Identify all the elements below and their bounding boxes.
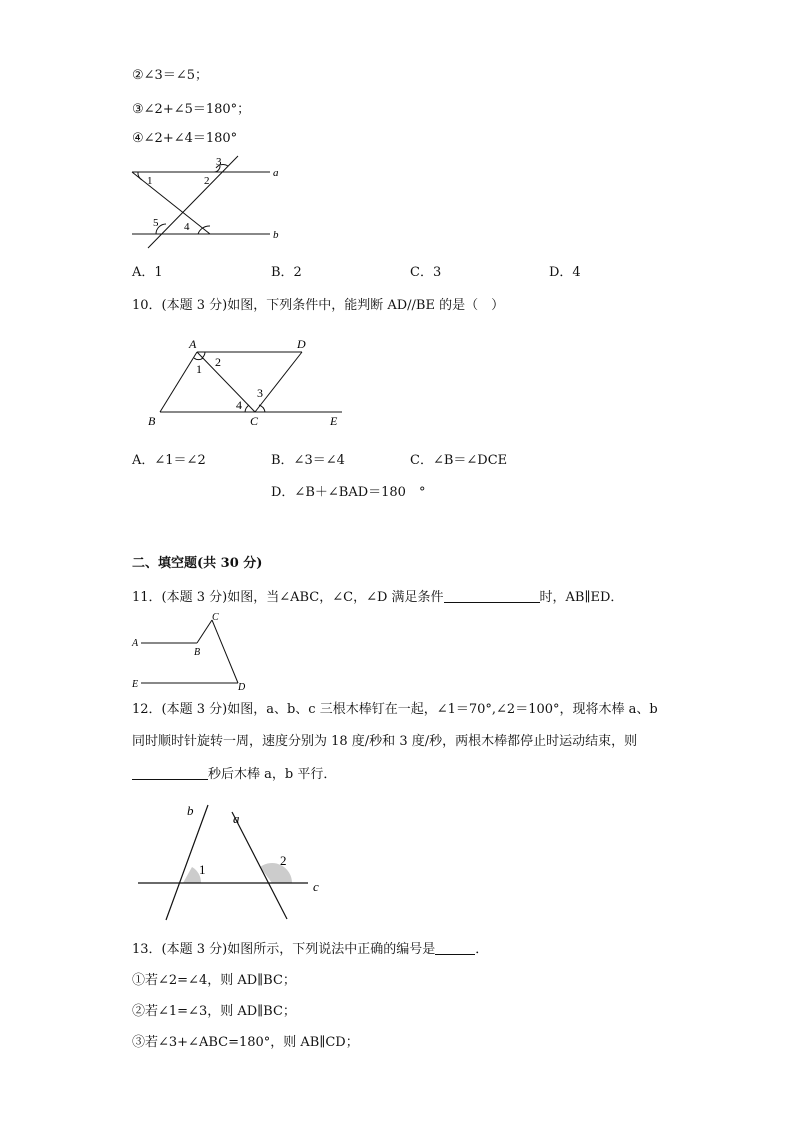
q9-label-4: 4 [184,221,190,233]
q9-option-a: A．1 [132,265,163,280]
q12-label-2: 2 [280,853,287,868]
q9-label-a: a [273,167,279,179]
q11-answer-blank[interactable] [444,589,540,603]
q12-answer-blank[interactable] [132,766,208,780]
q10-segment-dc [255,352,302,412]
q9-label-5: 5 [153,217,159,229]
q9-label-b: b [273,229,279,241]
q11-point-a: A [132,638,139,649]
q10-point-e: E [330,414,338,428]
q10-stem: 10．(本题 3 分)如图，下列条件中，能判断 AD//BE 的是（ ） [132,298,505,313]
q10-segment-ab [160,352,197,412]
q9-option-d: D．4 [549,265,581,280]
q9-item-3: ③∠2+∠5＝180°； [132,102,251,117]
q10-angle-3: 3 [257,386,263,400]
q9-figure [128,152,288,252]
q12-label-c: c [313,879,319,894]
q10-option-b: B．∠3＝∠4 [271,453,345,468]
q10-option-d: D．∠B＋∠BAD＝180 ° [271,485,426,500]
q11-point-e: E [132,679,139,690]
q11-segment-cd [212,620,238,683]
q9-label-2: 2 [204,175,210,187]
q11-point-d: D [238,682,246,693]
q13-item-2: ②若∠1=∠3，则 AD∥BC； [132,1004,296,1019]
q11-segment-bc [197,620,212,643]
q11-stem [132,589,623,606]
q9-label-3: 3 [216,156,222,168]
q10-angle-4: 4 [236,398,242,412]
q10-point-b: B [148,414,156,428]
q9-option-c: C．3 [410,265,442,280]
q13-item-1: ①若∠2=∠4，则 AD∥BC； [132,973,296,988]
q10-point-d: D [297,337,306,351]
q12-line-1: 12．(本题 3 分)如图，a、b、c 三根木棒钉在一起，∠1＝70°,∠2＝100°，现将木棒 a、b [132,702,658,717]
q13-stem [132,941,488,958]
q11-figure [130,610,260,695]
q11-stem-before: 11．(本题 3 分)如图，当∠ABC，∠C，∠D 满足条件 [132,590,444,605]
q9-item-4: ④∠2+∠4＝180° [132,131,238,146]
q12-label-a: a [233,811,240,826]
q13-answer-blank[interactable] [435,941,475,955]
q13-stem-before: 13．(本题 3 分)如图所示，下列说法中正确的编号是 [132,942,436,957]
q12-line-3-after: 秒后木棒 a，b 平行． [208,767,337,782]
q12-angle-2-shade [260,863,292,883]
q10-point-c: C [250,414,259,428]
q11-point-c: C [212,612,219,623]
q9-option-b: B．2 [271,265,302,280]
q10-angle-1: 1 [196,362,202,376]
q12-label-b: b [187,803,194,818]
q10-point-a: A [189,337,197,351]
q9-label-1: 1 [147,175,153,187]
q13-item-3: ③若∠3+∠ABC=180°，则 AB∥CD； [132,1035,359,1050]
q12-line-2: 同时顺时针旋转一周，速度分别为 18 度/秒和 3 度/秒，两根木棒都停止时运动结束，则 [132,734,638,749]
q10-angle-2: 2 [215,355,221,369]
q11-point-b: B [194,647,201,658]
section-title: 二、填空题(共 30 分) [132,556,263,571]
q12-figure [135,800,335,925]
q13-stem-after: ． [475,942,489,957]
q9-item-2: ②∠3＝∠5； [132,68,208,83]
q10-figure [145,335,355,435]
q10-option-c: C．∠B＝∠DCE [410,453,508,468]
q10-segment-ac [197,352,255,412]
q11-stem-after: 时，AB∥ED． [539,590,624,605]
q12-line-3 [132,766,336,783]
q12-label-1: 1 [199,862,206,877]
q10-option-a: A．∠1＝∠2 [132,453,206,468]
